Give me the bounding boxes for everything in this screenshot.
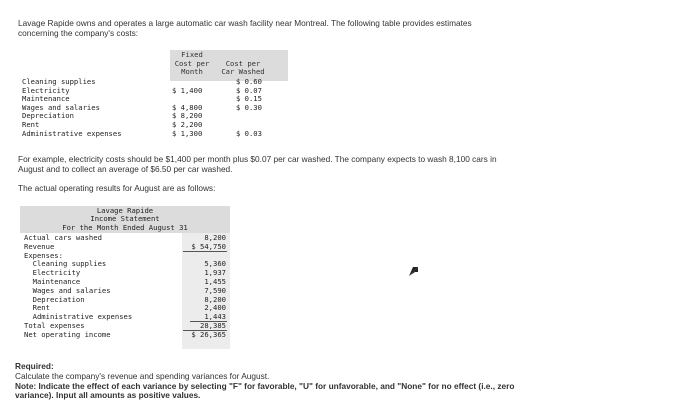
fixed-cost-header-line-2: Cost per: [174, 58, 210, 68]
cost-row-label: Depreciation: [22, 111, 74, 121]
statement-row-value: 1,455: [204, 277, 226, 286]
actual-results-intro: The actual operating results for August are as follows:: [18, 183, 216, 193]
statement-row-value: 5,360: [204, 259, 226, 269]
cost-row-variable: $ 0.15: [236, 94, 262, 104]
statement-row-cleaning-supplies: [20, 259, 230, 268]
statement-row-value: 7,590: [204, 285, 226, 295]
statement-row-value: 2,400: [204, 303, 226, 313]
intro-line-1: Lavage Rapide owns and operates a large automatic car wash facility near Montreal. The following table provides estimates: [18, 18, 472, 28]
statement-row-label: Administrative expenses: [24, 312, 133, 322]
income-statement: [20, 206, 230, 350]
cost-row-fixed: $ 4,800: [172, 102, 203, 112]
statement-title-name: Income Statement: [90, 214, 160, 224]
cost-row-maintenance: [22, 94, 272, 103]
statement-row-net-operating-income: [20, 330, 230, 339]
cost-row-fixed: $ 2,200: [172, 120, 203, 129]
variable-cost-header: [218, 60, 268, 77]
statement-row-label: Electricity: [24, 268, 81, 278]
cost-row-variable: $ 0.03: [236, 128, 262, 138]
statement-row-value: 8,200: [204, 233, 226, 242]
required-instruction: Calculate the company's revenue and spending variances for August.: [15, 370, 270, 381]
statement-row-wages-and-salaries: [20, 286, 230, 295]
statement-row-total-expenses: [20, 321, 230, 330]
cost-row-fixed: $ 1,300: [172, 128, 203, 138]
cost-row-variable: $ 0.30: [236, 102, 262, 112]
cost-row-label: Maintenance: [22, 94, 70, 104]
intro-text: [18, 19, 558, 39]
cost-row-label: Electricity: [22, 85, 70, 95]
cost-row-variable: $ 0.07: [236, 85, 262, 95]
statement-row-value: $ 26,365: [191, 329, 226, 339]
statement-row-label: Maintenance: [24, 277, 81, 286]
cost-row-cleaning-supplies: [22, 77, 272, 86]
statement-row-label: Actual cars washed: [24, 233, 102, 242]
statement-row-label: Cleaning supplies: [24, 259, 107, 269]
statement-row-value: 1,443: [204, 312, 226, 322]
statement-row-label: Net operating income: [24, 329, 111, 339]
cost-row-administrative-expenses: [22, 129, 272, 138]
statement-row-actual-cars: [20, 233, 230, 242]
statement-row-rent: [20, 303, 230, 312]
cost-row-electricity: [22, 86, 272, 95]
statement-row-value: $ 54,750: [191, 241, 226, 251]
cost-row-wages-and-salaries: [22, 103, 272, 112]
fixed-cost-header: [170, 51, 214, 77]
required-heading: Required:: [15, 361, 54, 371]
cost-row-fixed: $ 8,200: [172, 111, 203, 121]
statement-row-label: Total expenses: [24, 321, 85, 330]
cost-row-rent: [22, 120, 272, 129]
statement-row-depreciation: [20, 295, 230, 304]
statement-row-value: 28,385: [200, 321, 226, 330]
required-section: [15, 362, 615, 401]
statement-row-label: Expenses:: [24, 250, 63, 260]
cost-estimates-table: [22, 50, 272, 142]
statement-row-label: Rent: [24, 303, 50, 313]
cost-row-label: Rent: [22, 120, 40, 129]
cost-row-label: Administrative expenses: [22, 128, 122, 138]
statement-title-period: For the Month Ended August 31: [62, 222, 188, 232]
statement-title-company: Lavage Rapide: [96, 206, 154, 215]
cost-row-depreciation: [22, 111, 272, 120]
variable-cost-header-line-2: Car Washed: [221, 67, 265, 76]
statement-row-label: Revenue: [24, 241, 55, 251]
example-text: [18, 155, 578, 175]
statement-row-electricity: [20, 268, 230, 277]
cost-row-label: Wages and salaries: [22, 102, 100, 112]
intro-line-2: concerning the company's costs:: [18, 27, 139, 38]
mouse-pointer-icon: [408, 265, 420, 277]
required-note-line-2: variance). Input all amounts as positive values.: [15, 390, 201, 401]
statement-row-revenue: [20, 242, 230, 251]
statement-row-value: 1,937: [204, 268, 226, 278]
fixed-cost-header-line-1: Fixed: [181, 50, 203, 59]
statement-row-expenses-heading: [20, 251, 230, 260]
example-line-2: August and to collect an average of $6.50 per car washed.: [18, 163, 233, 174]
cost-row-variable: $ 0.60: [236, 77, 262, 86]
variable-cost-header-line-1: Cost per: [225, 58, 261, 68]
required-note-line-1: Note: Indicate the effect of each variance by selecting "F" for favorable, "U" for unfavorable, and "None" for no effect (i.e., zero: [15, 380, 515, 391]
statement-row-administrative-expenses: [20, 312, 230, 321]
statement-row-label: Wages and salaries: [24, 285, 111, 295]
statement-row-maintenance: [20, 277, 230, 286]
statement-row-label: Depreciation: [24, 294, 85, 304]
example-line-1: For example, electricity costs should be $1,400 per month plus $0.07 per car washed. The company expects to wash 8,100 cars in: [18, 154, 497, 164]
cost-row-label: Cleaning supplies: [22, 77, 96, 86]
cost-row-fixed: $ 1,400: [172, 85, 203, 95]
statement-row-value: 8,200: [204, 294, 226, 304]
fixed-cost-header-line-3: Month: [181, 67, 203, 76]
